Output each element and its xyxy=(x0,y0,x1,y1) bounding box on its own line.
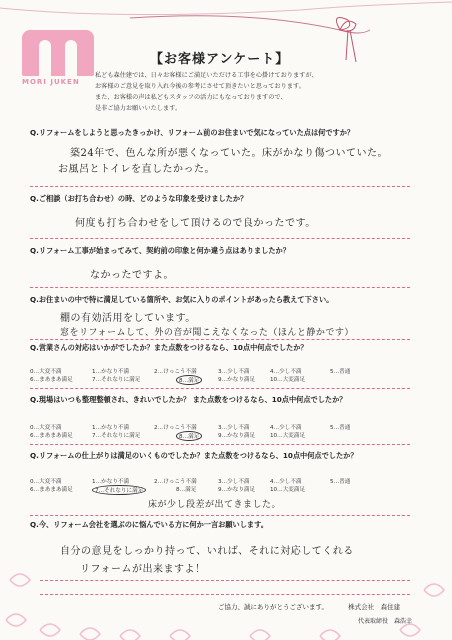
scale-option: 1…かなり不満 xyxy=(92,479,130,485)
scale-option: 6…まあまあ満足 xyxy=(30,433,73,439)
question-3: Q.リフォーム工事が始まってみて、契約前の印象と何か違う点はありましたか？ xyxy=(30,246,290,255)
rating-scale-5 xyxy=(30,367,370,383)
scale-option: 10…大変満足 xyxy=(270,433,306,439)
logo-brand: MORI JUKEN xyxy=(22,78,80,86)
divider xyxy=(30,444,410,445)
answer-4-line-1: 棚の有効活用をしています。 xyxy=(60,313,196,324)
page-title: 【お客様アンケート】 xyxy=(150,52,290,67)
scale-option: 0…大変不満 xyxy=(30,479,62,485)
divider xyxy=(30,238,410,239)
scale-option: 4…少し不満 xyxy=(270,369,302,375)
answer-2: 何度も打ち合わせをして頂けるので良かったです。 xyxy=(75,218,316,229)
scale-option: 7…それなりに満足 xyxy=(92,377,141,383)
scale-option-selected: 8…満足 xyxy=(176,431,202,441)
rating-scale-6 xyxy=(30,423,370,439)
intro-line: 私ども森住建では、日々お客様にご満足いただける工事を心掛けておりますが、 xyxy=(95,72,318,79)
scale-option: 0…大変不満 xyxy=(30,425,62,431)
scale-option: 4…少し不満 xyxy=(270,425,302,431)
intro-line: 是非ご協力お願いいたします。 xyxy=(95,105,182,112)
scale-option: 4…少し不満 xyxy=(270,479,302,485)
question-7: Q.リフォームの仕上がりは満足のいくものでしたか？また点数をつけるなら、10点中何点でしたか？ xyxy=(30,451,358,460)
answer-4-line-2: 窓をリフォームして、外の音が聞こえなくなった（ほんと静かです） xyxy=(60,328,354,338)
question-5: Q.営業さんの対応はいかがでしたか？また点数をつけるなら、10点中何点でしたか？ xyxy=(30,343,308,352)
question-8: Q.今、リフォーム会社を選ぶのに悩んでいる方に何か一言お願いします。 xyxy=(30,520,268,529)
scale-option-selected: 7…それなりに満足 xyxy=(92,485,146,495)
logo-mark xyxy=(22,30,94,76)
scale-option: 5…普通 xyxy=(330,479,351,485)
scale-option-selected: 8…満足 xyxy=(176,375,202,385)
answer-8-line-1: 自分の意見をしっかり持って、いれば、それに対応してくれる xyxy=(60,546,354,557)
scale-option: 6…まあまあ満足 xyxy=(30,377,73,383)
scale-option: 1…かなり不満 xyxy=(92,369,130,375)
scale-option: 9…かなり満足 xyxy=(218,433,256,439)
representative: 代表取締役 森浩幸 xyxy=(358,618,413,625)
thanks-text: ご協力、誠にありがとうございます。 xyxy=(218,603,328,611)
scale-option: 2…けっこう不満 xyxy=(154,425,197,431)
company-logo xyxy=(22,30,94,88)
divider xyxy=(30,339,410,340)
scale-option: 10…大変満足 xyxy=(270,487,306,493)
answer-1-line-1: 築24年で、色んな所が悪くなっていた。床がかなり傷ついていた。 xyxy=(70,148,389,159)
scale-option: 0…大変不満 xyxy=(30,369,62,375)
answer-7: 床が少し段差が出てきました。 xyxy=(148,500,282,510)
scale-option: 2…けっこう不満 xyxy=(154,479,197,485)
intro-line: また、お客様の声は私どもスタッフの活力にもなっておりますので、 xyxy=(95,94,287,101)
scale-option: 6…まあまあ満足 xyxy=(30,487,73,493)
divider xyxy=(30,287,410,288)
question-6: Q.現場はいつも整理整頓され、きれいでしたか？ また点数をつけるなら、10点中何点でしたか？ xyxy=(30,395,347,404)
scale-option: 3…少し不満 xyxy=(218,425,250,431)
scale-option: 1…かなり不満 xyxy=(92,425,130,431)
scale-option: 10…大変満足 xyxy=(270,377,306,383)
scale-option: 8…満足 xyxy=(176,487,197,493)
scale-option: 3…少し不満 xyxy=(218,479,250,485)
scale-option: 7…それなりに満足 xyxy=(92,433,141,439)
question-2: Q.ご相談（お打ち合わせ）の時、どのような印象を受けましたか？ xyxy=(30,194,248,203)
answer-3: なかったですよ。 xyxy=(90,270,174,281)
divider xyxy=(30,388,410,389)
footer-thanks xyxy=(218,602,400,611)
divider xyxy=(30,515,410,516)
company-name: 株式会社 森住建 xyxy=(348,603,401,611)
scale-option: 9…かなり満足 xyxy=(218,377,256,383)
answer-8-line-2: リフォームが出来ますよ！ xyxy=(80,564,206,575)
question-4: Q.お住まいの中で特に満足している箇所や、お気に入りのポイントがあったら教えて下さい。 xyxy=(30,295,334,304)
question-1: Q.リフォームをしようと思ったきっかけ、リフォーム前のお住まいで気になっていた点は何ですか？ xyxy=(30,128,355,137)
answer-1-line-2: お風呂とトイレを直したかった。 xyxy=(58,164,215,175)
scale-option: 3…少し不満 xyxy=(218,369,250,375)
scale-option: 5…普通 xyxy=(330,425,351,431)
intro-text xyxy=(95,70,415,114)
divider xyxy=(30,186,410,187)
scale-option: 9…かなり満足 xyxy=(218,487,256,493)
scale-option: 2…けっこう不満 xyxy=(154,369,197,375)
scale-option: 5…普通 xyxy=(330,369,351,375)
intro-line: お客様のご意見を取り入れ今後の参考にさせて頂きたいと思っております。 xyxy=(95,83,305,90)
rating-scale-7 xyxy=(30,477,370,493)
